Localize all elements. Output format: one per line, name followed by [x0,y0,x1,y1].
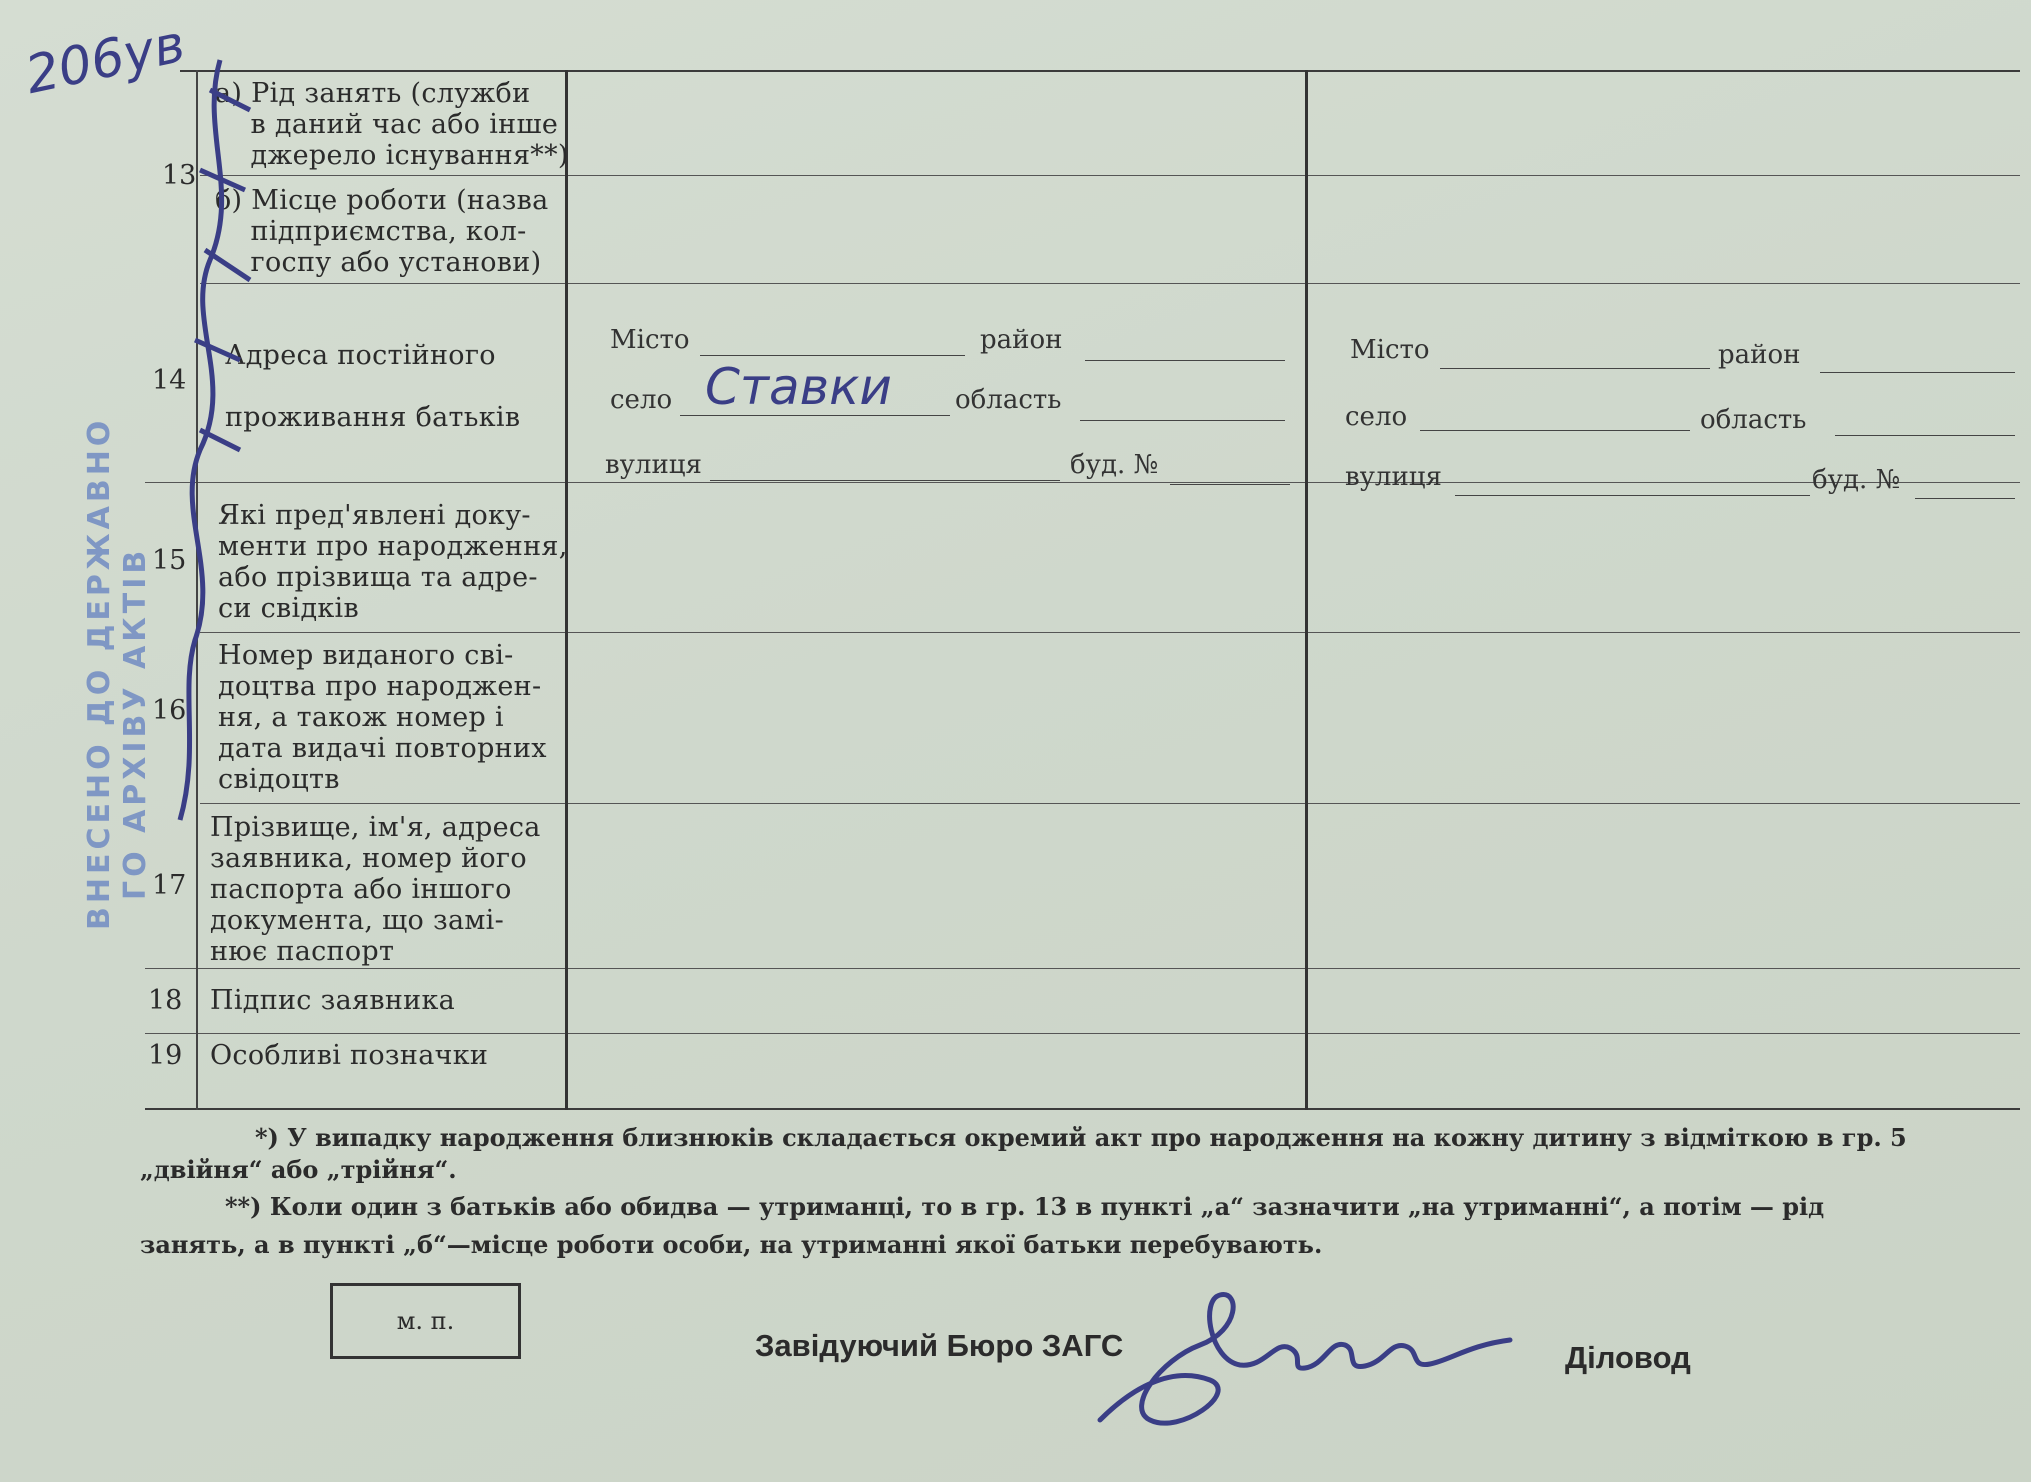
addr2-city-label: Місто [1350,335,1430,365]
label-16-certificate-number: Номер виданого сві- доцтва про народжен- ня, а також номер і дата видачі повторних свідоцтв [218,640,547,795]
label-17-applicant: Прізвище, ім'я, адреса заявника, номер його паспорта або іншого документа, що замі- нює паспорт [210,812,541,967]
addr1-region-line [1080,420,1285,421]
row-divider [200,175,2020,176]
addr1-village-value: Ставки [705,358,892,416]
addr2-village-line [1420,430,1690,431]
table-top-border [180,70,2020,72]
addr1-city-label: Місто [610,325,690,355]
value-column-divider [1305,70,1308,1110]
row-divider [200,632,2020,633]
label-15-documents: Які пред'явлені доку- менти про народження, або прізвища та адре- си свідків [218,500,568,624]
label-14-parents-address: Адреса постійного проживання батьків [225,340,521,433]
addr2-district-label: район [1718,340,1801,370]
label-19-special-notes: Особливі позначки [210,1040,489,1071]
row-divider [145,1033,2020,1034]
addr2-city-line [1440,368,1710,369]
clerk-label: Діловод [1565,1340,1691,1375]
addr1-house-line [1170,484,1290,485]
row-divider [200,283,2020,284]
addr1-house-label: буд. № [1070,450,1159,480]
addr2-district-line [1820,372,2015,373]
corner-note: 206ув [20,13,191,107]
addr1-village-label: село [610,385,673,415]
row-divider [200,803,2020,804]
row-number-18: 18 [148,985,183,1016]
seal-label: м. п. [396,1307,455,1335]
row-number-15: 15 [152,545,187,576]
seal-placeholder-box [330,1283,521,1359]
handwritten-signature [1090,1270,1530,1450]
row-number-14: 14 [152,365,187,396]
footnote-1-line2: „двійня“ або „трійня“. [140,1155,457,1184]
addr1-district-line [1085,360,1285,361]
handwritten-annotation [140,50,280,830]
footnote-2-line2: занять, а в пункті „б“—місце роботи особи, на утриманні якої батьки перебувають. [140,1230,1323,1259]
addr2-region-label: область [1700,405,1807,435]
row-divider [145,482,2020,483]
addr2-region-line [1835,435,2015,436]
addr1-city-line [700,355,965,356]
row-number-17: 17 [152,870,187,901]
addr2-street-line [1455,495,1810,496]
addr1-street-line [710,480,1060,481]
row-divider [145,968,2020,969]
addr2-street-label: вулиця [1345,462,1442,492]
archive-stamp-line2: ГО АРХІВУ АКТІВ [118,546,153,900]
table-bottom-border [145,1108,2020,1110]
row-number-16: 16 [152,695,187,726]
label-13b-workplace: б) Місце роботи (назва підприємства, кол- госпу або установи) [215,185,549,278]
addr2-house-line [1915,498,2015,499]
row-number-13: 13 [162,160,197,191]
label-18-applicant-signature: Підпис заявника [210,985,456,1016]
row-number-19: 19 [148,1040,183,1071]
label-13a-occupation: а) Рід занять (служби в даний час або інше джерело існування**) [215,78,569,171]
addr1-street-label: вулиця [605,450,702,480]
addr1-region-label: область [955,385,1062,415]
footnote-1-line1: *) У випадку народження близнюків складається окремий акт про народження на кожну дитину з відміткою в гр. 5 [255,1123,1907,1152]
addr2-house-label: буд. № [1812,465,1901,495]
archive-stamp-line1: ВНЕСЕНО ДО ДЕРЖАВНО [82,416,117,930]
addr1-district-label: район [980,325,1063,355]
addr2-village-label: село [1345,402,1408,432]
footnote-2-line1: **) Коли один з батьків або обидва — утриманці, то в гр. 13 в пункті „а“ зазначити „на утриманні“, а потім — рід [225,1192,1825,1221]
head-of-registry-label: Завідуючий Бюро ЗАГС [755,1328,1124,1363]
